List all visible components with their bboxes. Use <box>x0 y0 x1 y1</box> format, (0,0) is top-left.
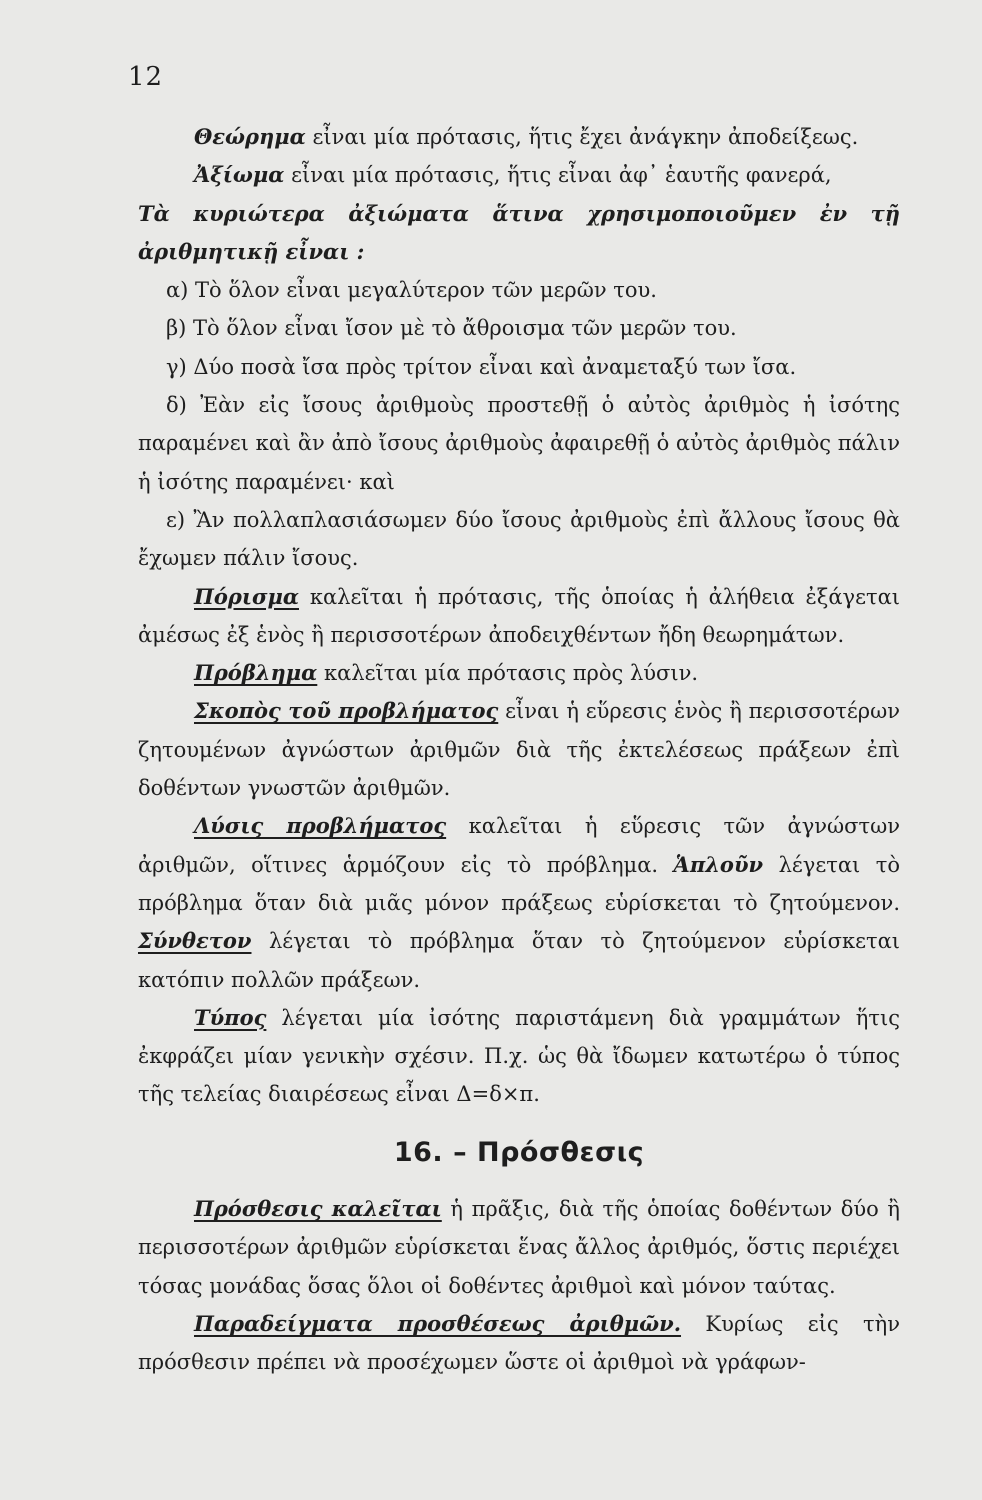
axiom-item-d: δ) Ἐὰν εἰς ἴσους ἀριθμοὺς προστεθῇ ὁ αὐτὸς ἀριθμὸς ἡ ἰσότης παραμένει καὶ ἂν ἀπὸ ἴσους ἀριθμοὺς ἀφαιρεθῇ ὁ αὐτὸς ἀριθμὸς πάλιν ἡ ἰσότης παραμένει· καὶ <box>138 393 900 494</box>
axiom-item-b: β) Τὸ ὅλον εἶναι ἴσον μὲ τὸ ἄθροισμα τῶν μερῶν του. <box>166 316 737 341</box>
aim-text: εἶναι ἡ εὕρεσις ἑνὸς ἢ περισσοτέρων ζητουμένων ἀγνώστων ἀριθμῶν διὰ τῆς ἐκτελέσεως πράξεων ἐπὶ δοθέντων γνωστῶν ἀριθμῶν. <box>138 699 900 801</box>
page-body <box>138 118 900 1382</box>
compound-term: Σύνθετον <box>138 928 252 954</box>
examples-text: Κυρίως εἰς τὴν πρόσθεσιν πρέπει νὰ προσέχωμεν ὥστε οἱ ἀριθμοὶ νὰ γράφων- <box>138 1311 900 1375</box>
solution-definition <box>138 807 900 998</box>
axiom-item-a: α) Τὸ ὅλον εἶναι μεγαλύτερον τῶν μερῶν του. <box>166 278 657 303</box>
problem-definition <box>138 654 900 692</box>
addition-term: Πρόσθεσις καλεῖται <box>194 1196 442 1222</box>
axioms-intro: Τὰ κυριώτερα ἀξιώματα ἅτινα χρησιμοποιοῦμεν ἐν τῇ ἀριθμητικῇ εἶναι : <box>138 200 900 264</box>
section-title: 16. – Πρόσθεσις <box>393 1136 645 1168</box>
axiom-definition <box>138 156 900 194</box>
formula-definition <box>138 999 900 1114</box>
corollary-text: καλεῖται ἡ πρότασις, τῆς ὁποίας ἡ ἀλήθεια ἐξάγεται ἀμέσως ἐξ ἑνὸς ἢ περισσοτέρων ἀποδειχθέντων ἤδη θεωρημάτων. <box>138 584 900 647</box>
theorem-definition <box>138 118 900 156</box>
problem-text: καλεῖται μία πρότασις πρὸς λύσιν. <box>317 661 699 686</box>
problem-term: Πρόβλημα <box>194 660 318 686</box>
solution-text-3: λέγεται τὸ πρόβλημα ὅταν τὸ ζητούμενον εὑρίσκεται κατόπιν πολλῶν πράξεων. <box>138 929 900 992</box>
page-number: 12 <box>128 62 164 92</box>
formula-term: Τύπος <box>194 1004 267 1030</box>
theorem-term: Θεώρημα <box>194 124 306 149</box>
axiom-item-c: γ) Δύο ποσὰ ἴσα πρὸς τρίτον εἶναι καὶ ἀναμεταξύ των ἴσα. <box>166 354 797 379</box>
examples-paragraph <box>138 1305 900 1382</box>
addition-text: ἡ πρᾶξις, διὰ τῆς ὁποίας δοθέντων δύο ἢ περισσοτέρων ἀριθμῶν εὑρίσκεται ἕνας ἄλλος ἀριθμός, ὅστις περιέχει τόσας μονάδας ὅσας ὅλοι οἱ δοθέντες ἀριθμοὶ καὶ μόνον ταύτας. <box>138 1197 900 1298</box>
examples-term: Παραδείγματα προσθέσεως ἀριθμῶν. <box>194 1310 682 1336</box>
aim-term: Σκοπὸς τοῦ προβλήματος <box>194 698 499 724</box>
aim-definition <box>138 692 900 807</box>
formula-text: λέγεται μία ἰσότης παριστάμενη διὰ γραμμάτων ἥτις ἐκφράζει μίαν γενικὴν σχέσιν. Π.χ. ὡς θὰ ἴδωμεν κατωτέρω ὁ τύπος τῆς τελείας διαιρέσεως εἶναι Δ=δ×π. <box>138 1005 900 1107</box>
axiom-item-e: ε) Ἂν πολλαπλασιάσωμεν δύο ἴσους ἀριθμοὺς ἐπὶ ἄλλους ἴσους θὰ ἔχωμεν πάλιν ἴσους. <box>138 507 900 571</box>
solution-text-2: λέγεται τὸ πρόβλημα ὅταν διὰ μιᾶς μόνον πράξεως εὑρίσκεται τὸ ζητούμενον. <box>138 852 900 915</box>
axiom-term: Ἀξίωμα <box>194 162 285 188</box>
corollary-definition <box>138 578 900 655</box>
addition-definition <box>138 1190 900 1305</box>
simple-term: Ἁπλοῦν <box>673 851 764 877</box>
axiom-text: εἶναι μία πρότασις, ἥτις εἶναι ἀφ᾽ ἑαυτῆς φανερά, <box>284 163 832 188</box>
solution-text-1: καλεῖται ἡ εὕρεσις τῶν ἀγνώστων ἀριθμῶν, οἵτινες ἁρμόζουν εἰς τὸ πρόβλημα. <box>138 814 900 877</box>
corollary-term: Πόρισμα <box>194 583 299 609</box>
theorem-text: εἶναι μία πρότασις, ἥτις ἔχει ἀνάγκην ἀποδείξεως. <box>305 125 859 149</box>
solution-term: Λύσις προβλήματος <box>194 813 447 839</box>
